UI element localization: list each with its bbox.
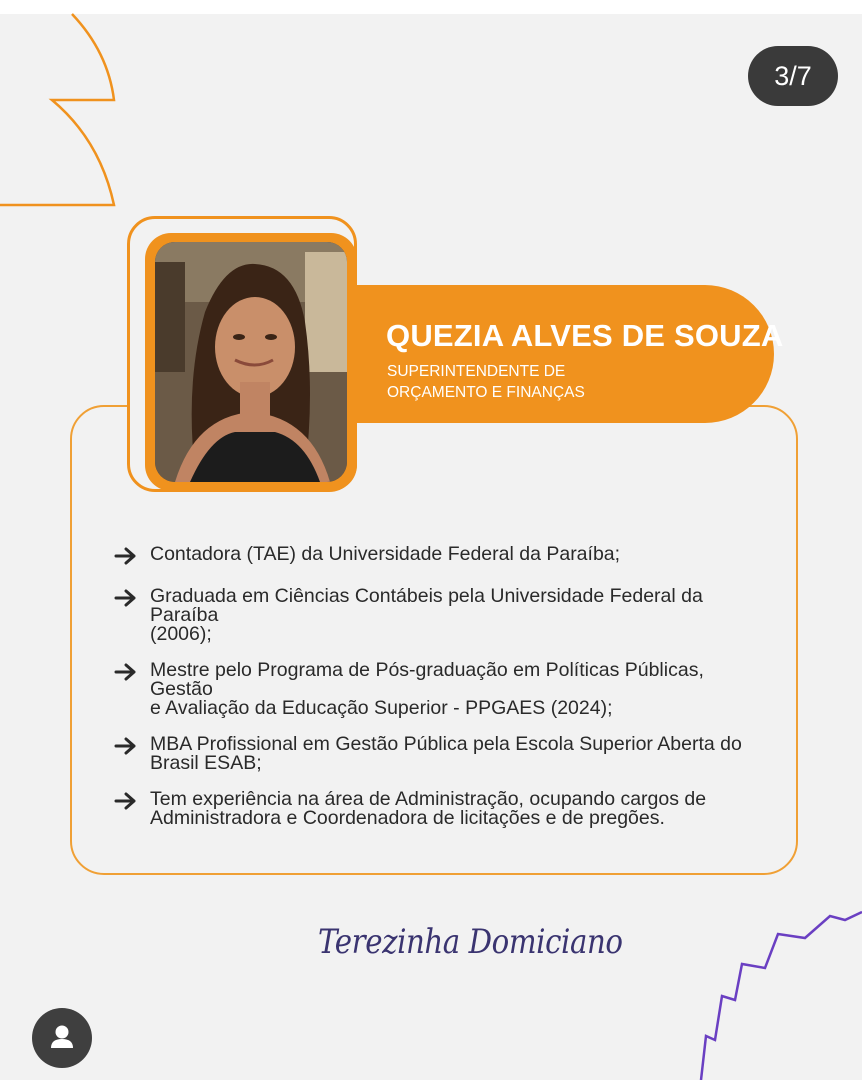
slide-counter-label: 3/7: [774, 60, 812, 91]
list-item-line2: Administradora e Coordenadora de licitações e de pregões.: [150, 807, 665, 829]
arrow-right-icon: [114, 735, 150, 760]
orange-arc-decoration: [0, 14, 114, 205]
list-item-line1: MBA Profissional em Gestão Pública pela Escola Superior Aberta do: [150, 733, 742, 755]
user-avatar-icon[interactable]: [32, 1008, 92, 1068]
list-item-line2: (2006);: [150, 623, 212, 645]
list-item: [114, 587, 764, 644]
person-role: [387, 361, 647, 403]
list-item-line1: Graduada em Ciências Contábeis pela Universidade Federal da Paraíba: [150, 585, 703, 626]
list-item-line1: Tem experiência na área de Administração, ocupando cargos de: [150, 788, 707, 810]
person-name: QUEZIA ALVES DE SOUZA: [386, 318, 784, 353]
list-item-line1: Mestre pelo Programa de Pós-graduação em Políticas Públicas, Gestão: [150, 659, 704, 700]
arrow-right-icon: [114, 661, 150, 686]
slide-counter: [748, 46, 838, 106]
list-item-line1: Contadora (TAE) da Universidade Federal da Paraíba;: [150, 543, 621, 565]
arrow-right-icon: [114, 587, 150, 612]
purple-zigzag-decoration: [701, 912, 862, 1080]
list-item-line2: Brasil ESAB;: [150, 752, 262, 774]
list-item-text: [150, 661, 764, 718]
list-item: [114, 661, 764, 718]
person-role-line1: SUPERINTENDENTE DE: [387, 363, 566, 380]
list-item: [114, 735, 764, 773]
bullet-list: [114, 545, 764, 845]
list-item-text: [150, 790, 706, 828]
list-item: [114, 790, 764, 828]
person-role-line2: ORÇAMENTO E FINANÇAS: [387, 384, 585, 401]
arrow-right-icon: [114, 545, 150, 570]
profile-photo: [155, 242, 347, 482]
list-item: [114, 545, 764, 570]
signature: Terezinha Domiciano: [318, 922, 623, 962]
list-item-text: [150, 587, 764, 644]
list-item-text: [150, 545, 620, 564]
list-item-line2: e Avaliação da Educação Superior - PPGAES (2024);: [150, 697, 613, 719]
list-item-text: [150, 735, 742, 773]
arrow-right-icon: [114, 790, 150, 815]
